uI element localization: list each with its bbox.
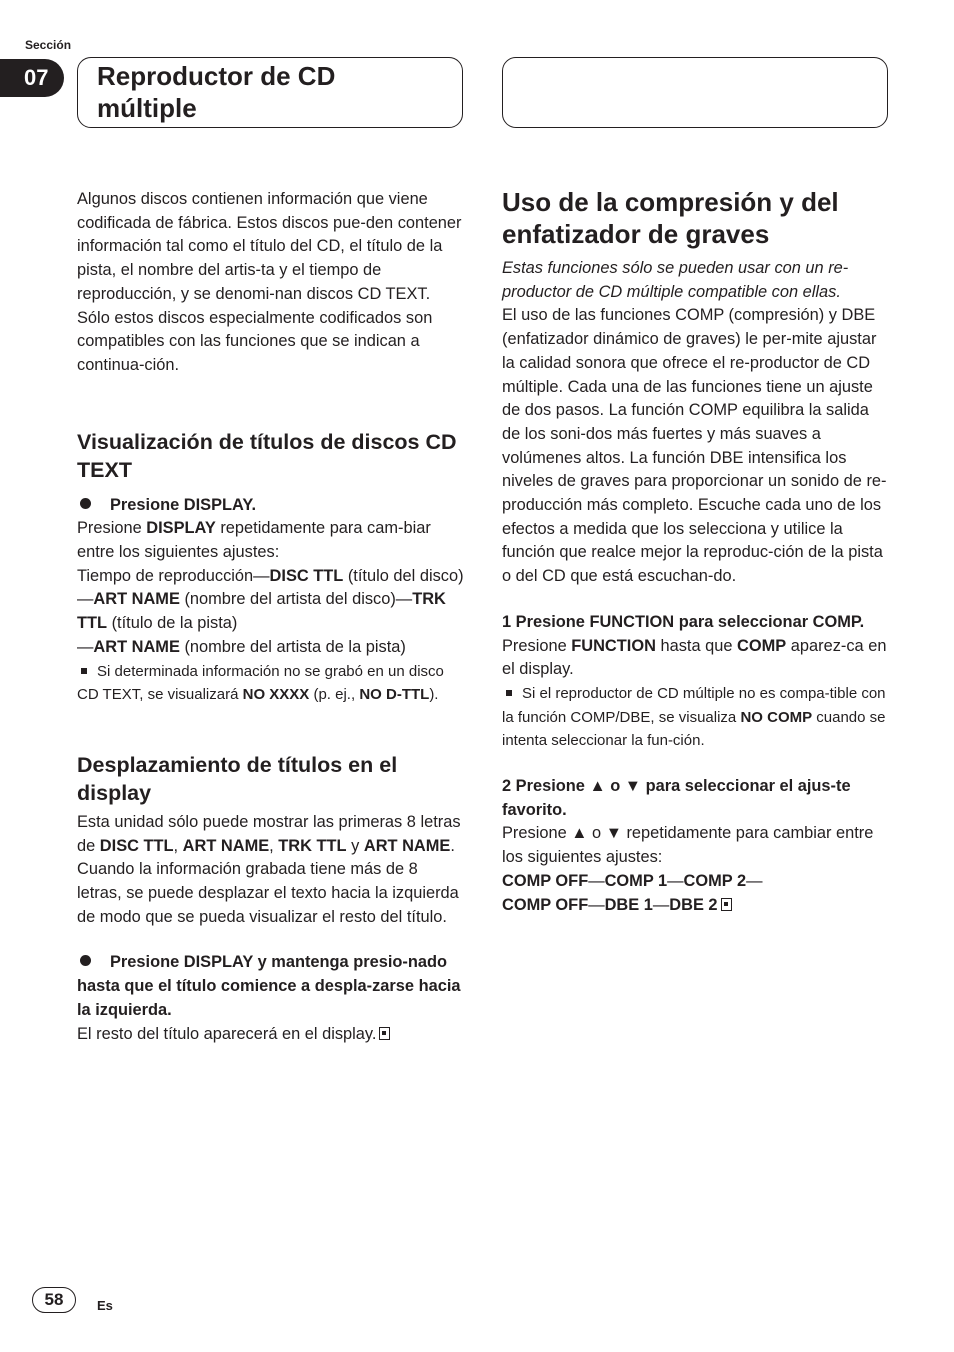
section-heading-comp-dbe: Uso de la compresión y del enfatizador de graves	[502, 187, 839, 249]
page-number: 58	[32, 1287, 76, 1313]
end-mark-icon	[721, 898, 732, 911]
left-column	[77, 188, 465, 1046]
step-press-display: Presione DISPLAY.	[77, 494, 465, 518]
sec2-paragraph-2: El resto del título aparecerá en el display.	[77, 1023, 465, 1047]
step-2: 2 Presione ▲ o ▼ para seleccionar el ajus-te favorito.	[502, 777, 851, 819]
step-1-paragraph: Presione FUNCTION hasta que COMP aparez-ca en el display.	[502, 636, 887, 679]
settings-sequence: COMP OFF—COMP 1—COMP 2— COMP OFF—DBE 1—DBE 2	[502, 871, 763, 914]
step-2-paragraph: Presione ▲ o ▼ repetidamente para cambiar entre los siguientes ajustes:	[502, 824, 874, 867]
section-heading-scroll: Desplazamiento de títulos en el display	[77, 752, 398, 805]
step-1-note: Si el reproductor de CD múltiple no es compa-tible con la función COMP/DBE, se visualiza NO COMP cuando se intenta seleccionar la fun-ción.	[502, 684, 886, 750]
sec2-paragraph-1: Esta unidad sólo puede mostrar las primeras 8 letras de DISC TTL, ART NAME, TRK TTL y ART NAME. Cuando la información grabada tiene más de 8 letras, se puede desplazar el texto hacia la izquierda de modo que se pueda visualizar el resto del título.	[77, 812, 461, 926]
comp-dbe-description: El uso de las funciones COMP (compresión) y DBE (enfatizador dinámico de graves) le per-mite ajustar la calidad sonora que ofrece el re-productor de CD múltiple. Cada una de las funciones tiene un ajuste de dos pasos. La función COMP equilibra la salida de los soni-dos más fuertes y más suaves a volúmenes altos. La función DBE intensifica los niveles de graves para proporcionar un sonido de re-producción más completo. Escuche cada uno de los efectos a medida que los selecciona y utilice la función que realce mejor la reproduc-ción de la pista o del CD que está escuchan-do.	[502, 306, 887, 586]
end-mark-icon	[379, 1027, 390, 1040]
page-title	[97, 60, 457, 124]
section-number-badge: 07	[0, 59, 64, 97]
section-label: Sección	[25, 38, 72, 52]
page-title-line1: Reproductor de CD	[97, 61, 336, 91]
sec1-note: Si determinada información no se grabó en un disco CD TEXT, se visualizará NO XXXX (p. ej., NO D-TTL).	[77, 662, 444, 704]
bullet-icon	[80, 955, 91, 966]
language-code: Es	[97, 1298, 113, 1313]
step-1: 1 Presione FUNCTION para seleccionar COMP.	[502, 612, 865, 631]
italic-note: Estas funciones sólo se pueden usar con un re-productor de CD múltiple compatible con ellas.	[502, 259, 849, 301]
intro-paragraph: Algunos discos contienen información que viene codificada de fábrica. Estos discos pue-den contener información tal como el título del CD, el título de la pista, el nombre del artis-ta y el tiempo de reproducción, y se denomi-nan discos CD TEXT. Sólo estos discos especialmente codificados son compatibles con las funciones que se indican a continua-ción.	[77, 190, 462, 374]
bullet-icon	[80, 498, 91, 509]
sec1-paragraph-1: Presione DISPLAY repetidamente para cam-biar entre los siguientes ajustes:	[77, 519, 431, 562]
note-square-icon	[81, 668, 87, 674]
page-title-line2: múltiple	[97, 93, 197, 123]
sec1-paragraph-2: Tiempo de reproducción—DISC TTL (título del disco)—ART NAME (nombre del artista del disco)—TRK TTL (título de la pista) —ART NAME (nombre del artista de la pista)	[77, 566, 464, 656]
right-column	[502, 186, 890, 917]
empty-header-frame	[502, 57, 888, 128]
note-square-icon	[506, 690, 512, 696]
section-heading-cd-text: Visualización de títulos de discos CD TEXT	[77, 429, 457, 482]
step-hold-display: Presione DISPLAY y mantenga presio-nado hasta que el título comience a despla-zarse hacia la izquierda.	[77, 953, 461, 1019]
